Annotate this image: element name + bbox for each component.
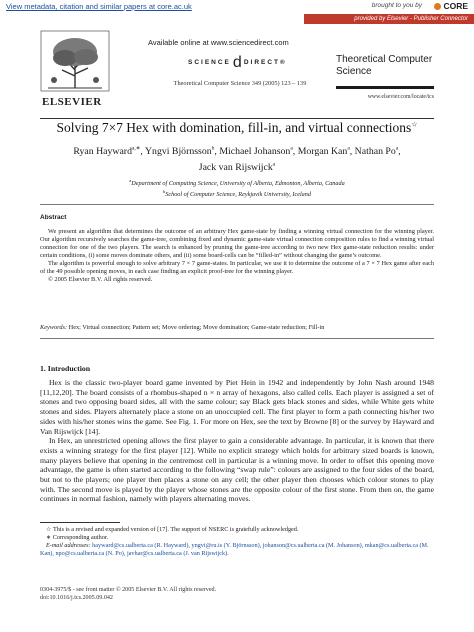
core-logo[interactable] [434, 1, 468, 11]
elsevier-tree-logo-icon [40, 30, 110, 92]
front-matter-info [40, 586, 434, 602]
abstract-paragraph: We present an algorithm that determines the outcome of an arbitrary Hex game-state by finding a winning virtual connection for the winning player. Our algorithm recursively searches the game-tree, combining fixed and dynamic game-state virtual connection composition rules to find a winning virtual connection for one of the two players. The search is enhanced by pruning the game-tree according to two new Hex game-state reduction results: under certain conditions, (i) some moves dominate others, and (ii) some board-cells can be “filled-in” without changing the game’s outcome. [40, 228, 434, 259]
author-list [60, 143, 414, 174]
footnote-emails [40, 542, 434, 558]
author: Morgan Kan$^a$, [297, 146, 355, 158]
sd-at-icon: d [232, 54, 242, 71]
section-heading: 1. Introduction [40, 364, 91, 373]
email-label: E-mail addresses: [46, 542, 91, 549]
journal-reference: Theoretical Computer Science 349 (2005) 123 – 139 [173, 80, 307, 87]
keywords [40, 324, 434, 331]
body-text [40, 378, 434, 504]
abstract-paragraph: The algorithm is powerful enough to solve arbitrary 7 × 7 game-states. In particular, we use it to determine the outcome of a 7 × 7 Hex game after each of the 49 possible opening moves, in each case finding an explicit proof-tree for the winning player. [40, 260, 434, 275]
header-rule [40, 118, 434, 119]
doi-line[interactable]: doi:10.1016/j.tcs.2005.09.042 [40, 595, 113, 601]
sd-left-text: SCIENCE [188, 59, 231, 66]
body-paragraph: In Hex, an unrestricted opening allows the first player to gain a considerable advantage. In particular, it is known that there exists a winning strategy for the first player [12]. While no explicit strategy which holds for arbitrary sized boards is known, many players believe that opening in the centremost cell in particular is a winning move. In order to offset this opening move advantage, the game is often started according to the following “swap rule”: colours are assigned to the four sides of the board, but not to the players; one player then places a stone on any cell; the other player then chooses which colour stones to play with. The second move is played by the player whose stones are the opposite colour of the first stone. From then on, the game continues in normal fashion, namely with players alternating moves. [40, 436, 434, 504]
abstract-bottom-rule [40, 338, 434, 339]
core-metadata-link[interactable]: View metadata, citation and similar papers at core.ac.uk [6, 2, 192, 11]
keywords-label: Keywords: [40, 324, 68, 331]
core-logo-text: CORE [443, 1, 468, 11]
affiliations [40, 177, 434, 199]
provider-banner: provided by Elsevier - Publisher Connector [304, 14, 474, 24]
title-footnote-mark[interactable]: ☆ [411, 120, 418, 129]
core-banner [0, 0, 474, 14]
issn-line: 0304-3975/$ - see front matter © 2005 Elsevier B.V. All rights reserved. [40, 587, 217, 593]
affiliation: $^b$School of Computer Science, Reykjavik University, Iceland [163, 189, 311, 199]
footnote-corresponding: ∗ Corresponding author. [46, 534, 109, 541]
author: Nathan Po$^a$, [354, 146, 401, 158]
available-online[interactable]: Available online at www.sciencedirect.com [148, 38, 289, 47]
copyright-line: © 2005 Elsevier B.V. All rights reserved. [48, 276, 153, 283]
author: Ryan Hayward$^{a,∗}$, [73, 146, 145, 158]
footnotes [40, 526, 434, 558]
body-paragraph: Hex is the classic two-player board game invented by Piet Hein in 1942 and independently by John Nash around 1948 [11,12,20]. The board consists of a rhombus-shaped n × n array of hexagons, also called cells. Each player is assigned a set of stones and two opposing board sides, all with the same colour; say Black gets black stones and sides, while White gets white stones and sides. Players alternately place a stone on an unoccupied cell. The first player to form a path connecting his/her two sides with his/her stones wins the game. See Fig. 1. For more on Hex, see the text by Browne [8] or the survey by Hayward and Van Rijswijck [14]. [40, 378, 434, 436]
author: Michael Johanson$^a$, [219, 146, 298, 158]
journal-header [40, 30, 434, 120]
sciencedirect-logo [188, 54, 287, 72]
footnote-rule [40, 522, 120, 523]
journal-title: Theoretical Computer Science [336, 54, 433, 77]
email-addresses[interactable]: hayward@cs.ualberta.ca (R. Hayward), yngvi@ru.is (Y. Björnsson), johanson@cs.ualberta.ca (M. Johanson), mkan@cs.ualberta.ca (M. Kan), npo@cs.ualberta.ca (N. Po), javhar@cs.ualberta.ca (J. van Rijswijck). [40, 542, 429, 557]
journal-title-rule [336, 86, 434, 89]
keywords-list: Hex; Virtual connection; Pattern set; Move ordering; Move domination; Game-state reduction; Fill-in [68, 324, 325, 331]
abstract-top-rule [40, 204, 434, 205]
journal-url[interactable]: www.elsevier.com/locate/tcs [367, 94, 434, 100]
footnote-star: ☆ This is a revised and expanded version of [17]. The support of NSERC is gratefully acknowledged. [46, 526, 299, 533]
paper-title-text: Solving 7×7 Hex with domination, fill-in, and virtual connections [56, 120, 412, 135]
abstract-heading: Abstract [40, 214, 67, 221]
paper-title [40, 120, 434, 136]
author: Jack van Rijswijck$^a$ [198, 161, 276, 173]
sd-right-text: DIRECT® [243, 59, 287, 66]
core-logo-icon [434, 3, 441, 10]
affiliation: $^a$Department of Computing Science, University of Alberta, Edmonton, Alberta, Canada [129, 178, 345, 188]
core-brought-label: brought to you by [371, 2, 422, 9]
publisher-name: ELSEVIER [42, 96, 102, 108]
abstract [40, 228, 434, 284]
author: Yngvi Björnsson$^b$, [144, 146, 220, 158]
